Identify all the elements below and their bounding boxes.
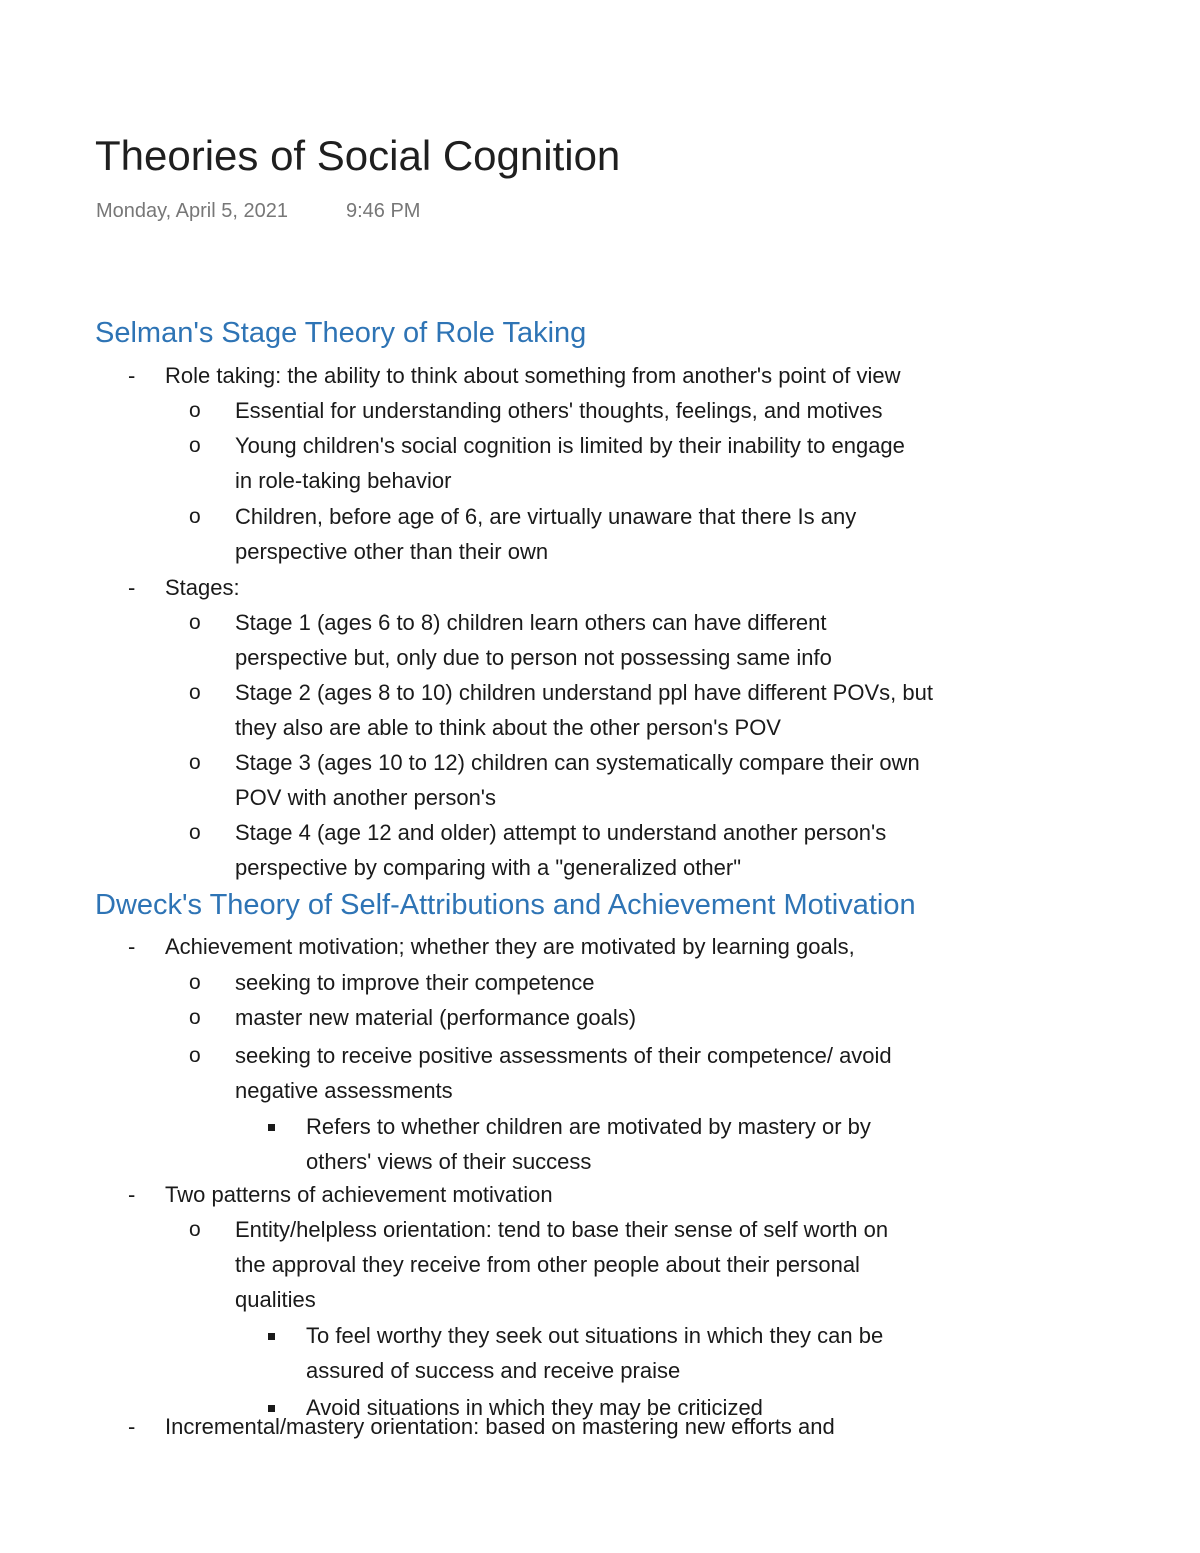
dash-bullet: -: [128, 1182, 136, 1207]
circle-bullet: o: [189, 1006, 201, 1029]
list-item: seeking to receive positive assessments of their competence/ avoid: [235, 1043, 892, 1068]
list-item: Avoid situations in which they may be criticized: [306, 1395, 763, 1420]
list-item: Essential for understanding others' thoughts, feelings, and motives: [235, 398, 883, 423]
list-item: Stages:: [165, 575, 240, 600]
page-time: 9:46 PM: [345, 200, 421, 222]
list-item: Stage 2 (ages 8 to 10) children understand ppl have different POVs, but: [235, 680, 933, 705]
list-item: master new material (performance goals): [235, 1005, 637, 1030]
dash-bullet: -: [128, 575, 136, 600]
list-item-continuation: perspective by comparing with a "generalized other": [235, 855, 741, 880]
circle-bullet: o: [189, 1044, 201, 1067]
list-item: Young children's social cognition is limited by their inability to engage: [235, 433, 905, 458]
list-item-continuation: in role-taking behavior: [235, 468, 452, 493]
list-item-continuation: POV with another person's: [235, 785, 497, 810]
section-heading-dweck: Dweck's Theory of Self-Attributions and Achievement Motivation: [95, 889, 916, 921]
circle-bullet: o: [189, 971, 201, 994]
dash-bullet: -: [128, 363, 136, 388]
page-title: Theories of Social Cognition: [95, 132, 621, 179]
page-date: Monday, April 5, 2021: [96, 200, 288, 222]
list-item: Role taking: the ability to think about something from another's point of view: [165, 363, 901, 388]
list-item: Achievement motivation; whether they are motivated by learning goals,: [165, 934, 855, 959]
list-item: Refers to whether children are motivated by mastery or by: [306, 1114, 871, 1139]
circle-bullet: o: [189, 681, 201, 704]
list-item-continuation: perspective but, only due to person not possessing same info: [235, 645, 832, 670]
list-item-continuation: others' views of their success: [306, 1149, 592, 1174]
circle-bullet: o: [189, 505, 201, 528]
list-item: Stage 3 (ages 10 to 12) children can systematically compare their own: [235, 750, 920, 775]
list-item-continuation: the approval they receive from other people about their personal: [235, 1252, 860, 1277]
list-item-continuation: perspective other than their own: [235, 539, 549, 564]
list-item: Stage 1 (ages 6 to 8) children learn others can have different: [235, 610, 827, 635]
square-bullet: [268, 1333, 275, 1340]
list-item: Two patterns of achievement motivation: [165, 1182, 553, 1207]
circle-bullet: o: [189, 434, 201, 457]
circle-bullet: o: [189, 1218, 201, 1241]
list-item-clipped: Incremental/mastery orientation: based on mastering new efforts and: [165, 1414, 835, 1439]
square-bullet: [268, 1124, 275, 1131]
dash-bullet: -: [128, 1414, 136, 1439]
circle-bullet: o: [189, 821, 201, 844]
circle-bullet: o: [189, 399, 201, 422]
page-timestamp: [96, 200, 420, 223]
list-item-continuation: assured of success and receive praise: [306, 1358, 681, 1383]
list-item: seeking to improve their competence: [235, 970, 595, 995]
list-item-continuation: qualities: [235, 1287, 316, 1312]
list-item: Children, before age of 6, are virtually unaware that there Is any: [235, 504, 857, 529]
circle-bullet: o: [189, 751, 201, 774]
circle-bullet: o: [189, 611, 201, 634]
list-item-continuation: negative assessments: [235, 1078, 453, 1103]
list-item: Entity/helpless orientation: tend to base their sense of self worth on: [235, 1217, 889, 1242]
section-heading-selman: Selman's Stage Theory of Role Taking: [95, 317, 587, 349]
clipped-line-container: [0, 1414, 1200, 1443]
dash-bullet: -: [128, 934, 136, 959]
list-item-continuation: they also are able to think about the other person's POV: [235, 715, 781, 740]
list-item: Stage 4 (age 12 and older) attempt to understand another person's: [235, 820, 887, 845]
list-item: To feel worthy they seek out situations in which they can be: [306, 1323, 884, 1348]
